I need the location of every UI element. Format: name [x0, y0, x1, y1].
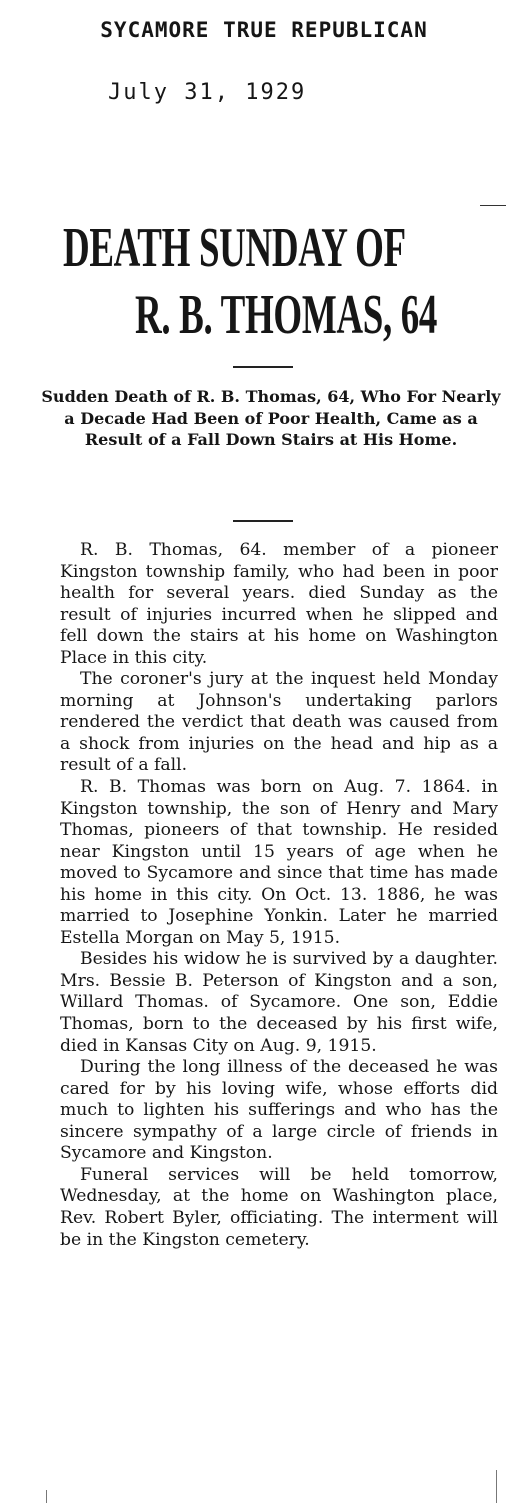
paragraph: The coroner's jury at the inquest held Monday morning at Johnson's undertaking parlors rendered the verdict that death was caused from a shock from injuries on the head and hip as a result of a fall. [60, 669, 498, 776]
headline-divider [233, 366, 293, 368]
column-rule [480, 205, 506, 206]
column-rule-left [46, 1490, 47, 1503]
article-body [60, 540, 498, 1251]
newspaper-name: SYCAMORE TRUE REPUBLICAN [100, 18, 428, 42]
paragraph: During the long illness of the deceased he was cared for by his loving wife, whose efforts did much to lighten his sufferings and who has the sincere sympathy of a large circle of friends in Sycamore and Kingston. [60, 1057, 498, 1164]
paragraph: Funeral services will be held tomorrow, Wednesday, at the home on Washington place, Rev. Robert Byler, officiating. The interment will be in the Kingston cemetery. [60, 1164, 498, 1250]
publication-date: July 31, 1929 [108, 80, 307, 105]
headline-line-1: DEATH SUNDAY OF [63, 217, 406, 279]
column-rule-right [496, 1470, 497, 1503]
paragraph: Besides his widow he is survived by a daughter. Mrs. Bessie B. Peterson of Kingston and a son, Willard Thomas. of Sycamore. One son, Eddie Thomas, born to the deceased by his first wife, died in Kansas City on Aug. 9, 1915. [60, 949, 498, 1056]
headline-line-2: R. B. THOMAS, 64 [135, 284, 438, 346]
paragraph: R. B. Thomas, 64. member of a pioneer Kingston township family, who had been in poor health for several years. died Sunday as the result of injuries incurred when he slipped and fell down the stairs at his home on Washington Place in this city. [60, 540, 498, 668]
deck-divider [233, 520, 293, 522]
subheadline: Sudden Death of R. B. Thomas, 64, Who For Nearly a Decade Had Been of Poor Health, Came as a Result of a Fall Down Stairs at His Home. [41, 387, 501, 449]
paragraph: R. B. Thomas was born on Aug. 7. 1864. in Kingston township, the son of Henry and Mary Thomas, pioneers of that township. He resided near Kingston until 15 years of age when he moved to Sycamore and since that time has made his home in this city. On Oct. 13. 1886, he was married to Josephine Yonkin. Later he married Estella Morgan on May 5, 1915. [60, 777, 498, 948]
